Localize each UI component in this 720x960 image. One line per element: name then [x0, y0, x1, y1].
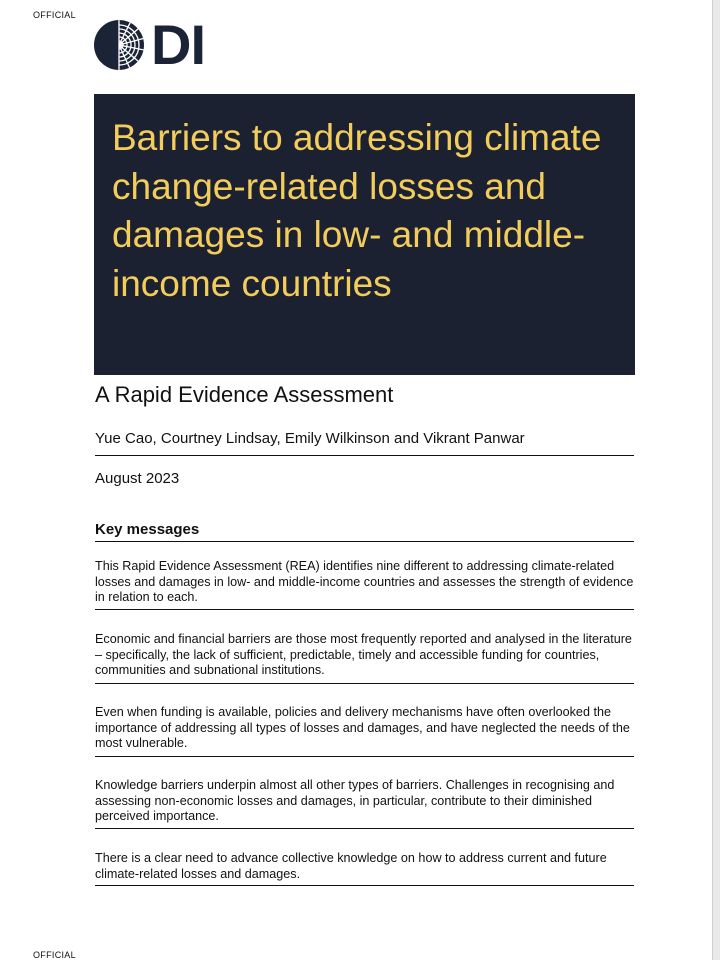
divider-after-authors — [95, 455, 634, 456]
title-banner — [94, 94, 635, 375]
divider-after-message-1 — [95, 609, 634, 610]
key-messages-heading: Key messages — [95, 521, 200, 538]
key-message-5: There is a clear need to advance collective knowledge on how to address current and future climate-related losses and damages. — [95, 851, 607, 881]
publication-date: August 2023 — [95, 470, 180, 487]
key-message-1: This Rapid Evidence Assessment (REA) identifies nine different to addressing climate-related losses and damages in low- and middle-income countries and assesses the strength of evidence in relation to each. — [95, 559, 634, 604]
divider-after-message-5 — [95, 885, 634, 886]
key-message-3: Even when funding is available, policies and delivery mechanisms have often overlooked the importance of addressing all types of losses and damages, and have neglected the needs of the most vulnerable. — [95, 705, 630, 750]
odi-globe-icon — [93, 19, 145, 71]
divider-after-heading — [95, 541, 634, 542]
classification-label-bottom: OFFICIAL — [33, 950, 76, 960]
document-subtitle: A Rapid Evidence Assessment — [95, 382, 394, 407]
divider-after-message-4 — [95, 828, 634, 829]
key-message-4: Knowledge barriers underpin almost all other types of barriers. Challenges in recognising and assessing non-economic losses and damages, in particular, contribute to their diminished perceived importance. — [95, 778, 615, 823]
logo-wordmark: DI — [151, 13, 205, 76]
divider-after-message-2 — [95, 683, 634, 684]
document-title: Barriers to addressing climate change-related losses and damages in low- and middle-income countries — [112, 117, 602, 304]
divider-after-message-3 — [95, 756, 634, 757]
classification-label-top: OFFICIAL — [33, 10, 76, 20]
key-message-2: Economic and financial barriers are those most frequently reported and analysed in the literature – specifically, the lack of sufficient, predictable, timely and accessible funding for countries, communities and subnational institutions. — [95, 632, 632, 677]
odi-logo — [93, 13, 205, 76]
author-list: Yue Cao, Courtney Lindsay, Emily Wilkinson and Vikrant Panwar — [95, 430, 525, 447]
